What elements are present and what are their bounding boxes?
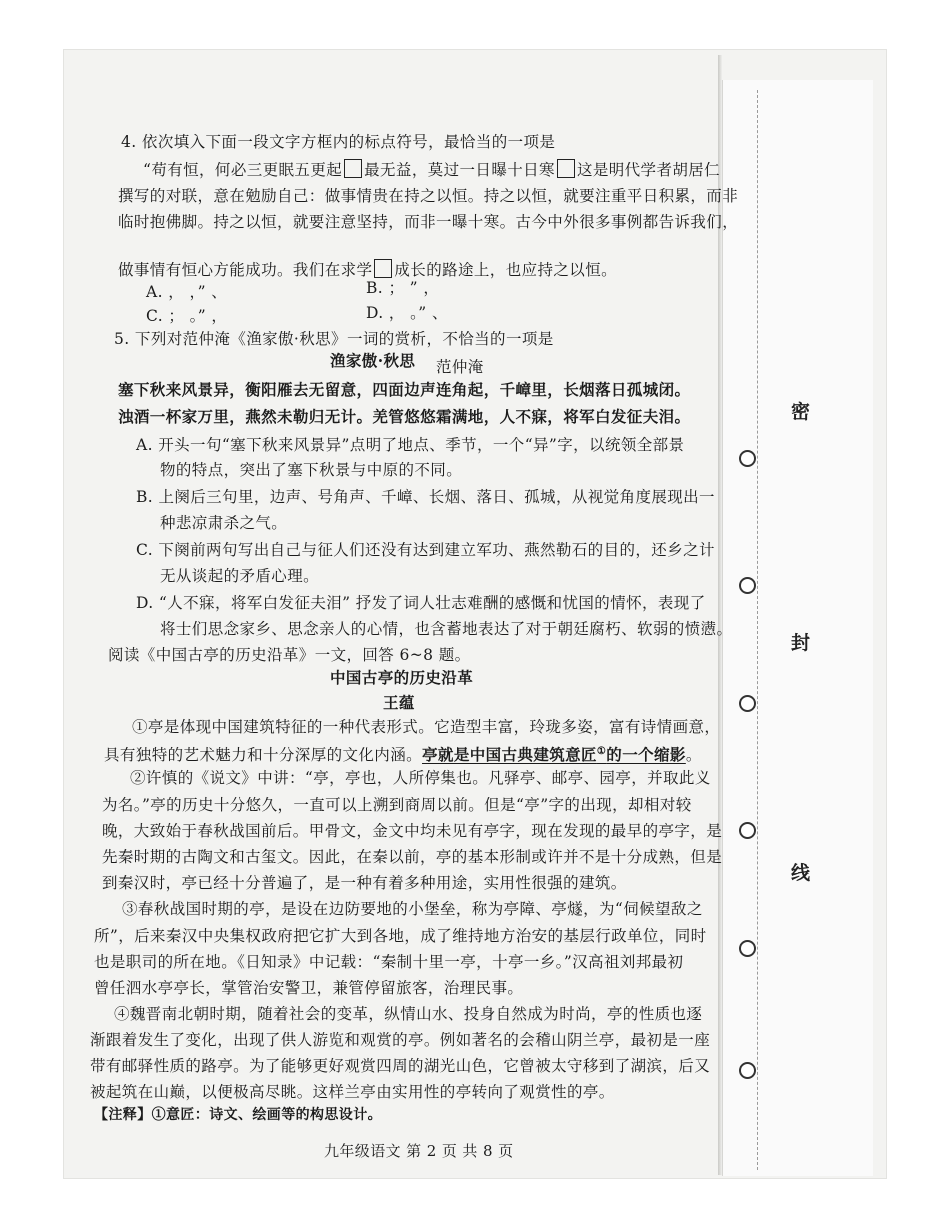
binding-hole	[739, 1062, 756, 1079]
q4-blank-box-1[interactable]	[344, 159, 362, 178]
q4-option-d[interactable]: D. ， 。” 、	[366, 304, 448, 322]
article-line: 所”，后来秦汉中央集权政府把它扩大到各地，成了维持地方治安的基层行政单位，同时	[94, 927, 707, 945]
binding-hole	[739, 822, 756, 839]
q4-option-c[interactable]: C. ； 。” ，	[146, 307, 228, 325]
q4-blank-box-3[interactable]	[374, 259, 392, 278]
article-line: 具有独特的艺术魅力和十分深厚的文化内涵。亭就是中国古典建筑意匠①的一个缩影。	[104, 745, 702, 765]
binding-hole	[739, 450, 756, 467]
q4-blank-box-2[interactable]	[557, 159, 575, 178]
binding-hole	[739, 695, 756, 712]
seal-char-feng: 封	[791, 632, 811, 654]
q4-option-b[interactable]: B. ； ” ，	[366, 279, 440, 297]
reading-intro: 阅读《中国古亭的历史沿革》一文，回答 6~8 题。	[108, 646, 471, 664]
underlined-sentence: 亭就是中国古典建筑意匠①的一个缩影	[422, 745, 686, 765]
q5-option-d-cont: 将士们思念家乡、思念亲人的心情，也含蓄地表达了对于朝廷腐朽、软弱的愤懑。	[160, 620, 733, 638]
seal-char-xian: 线	[791, 862, 811, 884]
article-line: 也是职司的所在地。《日知录》中记载：“秦制十里一亭，十亭一乡。”汉高祖刘邦最初	[94, 953, 684, 971]
poem-line: 塞下秋来风景异，衡阳雁去无留意，四面边声连角起，千嶂里，长烟落日孤城闭。	[118, 380, 691, 399]
q4-stem: 4. 依次填入下面一段文字方框内的标点符号，最恰当的一项是	[121, 133, 556, 151]
seal-char-mi: 密	[791, 401, 811, 423]
article-line: ②许慎的《说文》中讲：“亭，亭也，人所停集也。凡驿亭、邮亭、园亭，并取此义	[130, 769, 711, 787]
q5-option-d[interactable]: D. “人不寐，将军白发征夫泪” 抒发了词人壮志难酬的感慨和忧国的情怀，表现了	[136, 594, 706, 612]
article-line: 带有邮驿性质的路亭。为了能够更好观赏四周的湖光山色，它曾被太守移到了湖滨，后又	[90, 1057, 711, 1075]
q5-option-b[interactable]: B. 上阕后三句里，边声、号角声、千嶂、长烟、落日、孤城，从视觉角度展现出一	[136, 488, 715, 506]
article-line: 先秦时期的古陶文和古玺文。因此，在秦以前，亭的基本形制或许并不是十分成熟，但是	[102, 848, 723, 866]
q4-passage-line: 临时抱佛脚。持之以恒，就要注意坚持，而非一曝十寒。古今中外很多事例都告诉我们，	[118, 213, 739, 231]
q5-option-c[interactable]: C. 下阕前两句写出自己与征人们还没有达到建立军功、燕然勒石的目的，还乡之计	[136, 541, 715, 559]
poem-title: 渔家傲·秋思	[330, 351, 416, 370]
article-line: ①亭是体现中国建筑特征的一种代表形式。它造型丰富，玲珑多姿，富有诗情画意，	[132, 718, 721, 736]
binding-hole	[739, 577, 756, 594]
article-line: 被起筑在山巅，以便极高尽眺。这样兰亭由实用性的亭转向了观赏性的亭。	[90, 1083, 615, 1101]
article-line: ④魏晋南北朝时期，随着社会的变革，纵情山水、投身自然成为时尚，亭的性质也逐	[114, 1005, 703, 1023]
footnote: 【注释】①意匠：诗文、绘画等的构思设计。	[94, 1107, 382, 1123]
article-author: 王蕴	[383, 693, 415, 712]
q5-option-c-cont: 无从谈起的矛盾心理。	[160, 567, 320, 585]
page-footer: 九年级语文 第 2 页 共 8 页	[324, 1142, 514, 1160]
q5-option-b-cont: 种悲凉肃杀之气。	[160, 514, 288, 532]
q4-passage-line: 撰写的对联，意在勉励自己：做事情贵在持之以恒。持之以恒，就要注重平日积累，而非	[118, 187, 739, 205]
article-line: 渐跟着发生了变化，出现了供人游览和观赏的亭。例如著名的会稽山阴兰亭，最初是一座	[90, 1031, 711, 1049]
article-line: ③春秋战国时期的亭，是设在边防要地的小堡垒，称为亭障、亭燧，为“伺候望敌之	[122, 900, 703, 918]
q4-option-a[interactable]: A. ， ，” 、	[146, 283, 228, 301]
q5-option-a[interactable]: A. 开头一句“塞下秋来风景异”点明了地点、季节，一个“异”字，以统领全部景	[136, 436, 685, 454]
q5-option-a-cont: 物的特点，突出了塞下秋景与中原的不同。	[160, 461, 463, 479]
q4-passage-line: 做事情有恒心方能成功。我们在求学 成长的路途上，也应持之以恒。	[118, 261, 618, 279]
article-line: 曾任泗水亭亭长，掌管治安警卫，兼管停留旅客，治理民事。	[94, 979, 524, 997]
q5-stem: 5. 下列对范仲淹《渔家傲·秋思》一词的赏析，不恰当的一项是	[114, 330, 554, 348]
binding-line	[757, 90, 758, 1170]
article-title: 中国古亭的历史沿革	[330, 668, 474, 687]
article-line: 晚，大致始于春秋战国前后。甲骨文，金文中均未见有亭字，现在发现的最早的亭字，是	[102, 822, 723, 840]
poem-line: 浊酒一杯家万里，燕然未勒归无计。羌管悠悠霜满地，人不寐，将军白发征夫泪。	[118, 407, 691, 426]
binding-hole	[739, 940, 756, 957]
poem-author: 范仲淹	[436, 358, 484, 376]
q4-passage-line: “苟有恒，何必三更眠五更起 最无益，莫过一日曝十日寒 这是明代学者胡居仁	[143, 161, 721, 179]
article-line: 为名。”亭的历史十分悠久，一直可以上溯到商周以前。但是“亭”字的出现，却相对较	[102, 796, 692, 814]
article-line: 到秦汉时，亭已经十分普遍了，是一种有着多种用途，实用性很强的建筑。	[102, 874, 627, 892]
